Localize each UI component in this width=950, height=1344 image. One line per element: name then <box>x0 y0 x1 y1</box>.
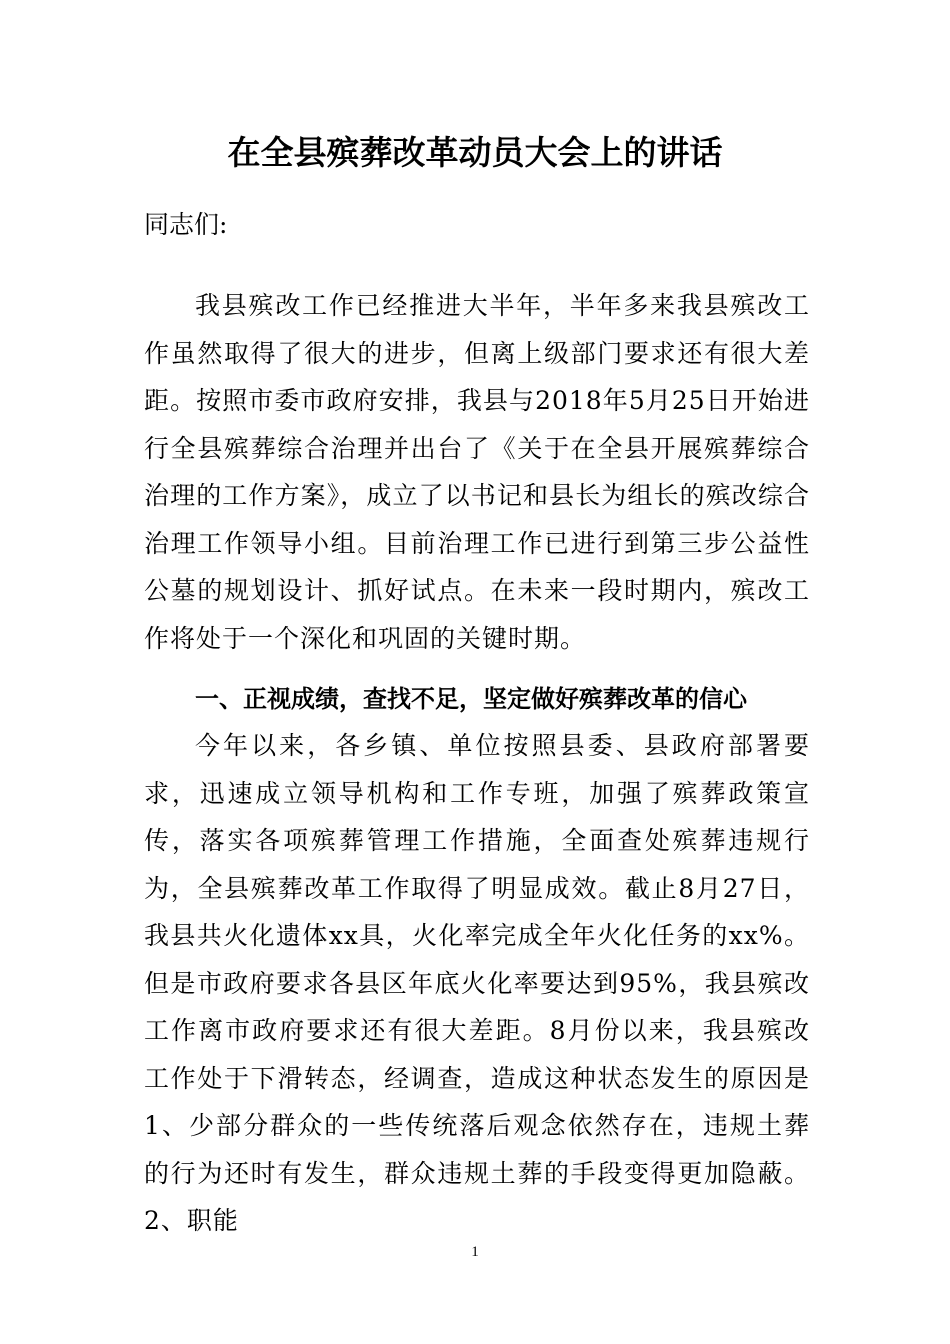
salutation: 同志们: <box>144 210 228 239</box>
section-heading: 一、正视成绩，查找不足，坚定做好殡葬改革的信心 <box>195 685 747 713</box>
document-title: 在全县殡葬改革动员大会上的讲话 <box>227 133 723 172</box>
paragraph-achievements: 今年以来，各乡镇、单位按照县委、县政府部署要求，迅速成立领导机构和工作专班，加强了殡葬政策宣传，落实各项殡葬管理工作措施，全面查处殡葬违规行为，全县殡葬改革工作取得了明显成效。截止8月27日，我县共火化遗体xx具，火化率完成全年火化任务的xx%。但是市政府要求各县区年底火化率要达到95%，我县殡改工作离市政府要求还有很大差距。8月份以来，我县殡改工作处于下滑转态，经调查，造成这种状态发生的原因是1、少部分群众的一些传统落后观念依然存在，违规土葬的行为还时有发生，群众违规土葬的手段变得更加隐蔽。2、职能 <box>144 731 810 1235</box>
page-number: 1 <box>471 1244 479 1260</box>
paragraph-intro: 我县殡改工作已经推进大半年，半年多来我县殡改工作虽然取得了很大的进步，但离上级部门要求还有很大差距。按照市委市政府安排，我县与2018年5月25日开始进行全县殡葬综合治理并出台了《关于在全县开展殡葬综合治理的工作方案》，成立了以书记和县长为组长的殡改综合治理工作领导小组。目前治理工作已进行到第三步公益性公墓的规划设计、抓好试点。在未来一段时期内，殡改工作将处于一个深化和巩固的关键时期。 <box>144 291 810 653</box>
